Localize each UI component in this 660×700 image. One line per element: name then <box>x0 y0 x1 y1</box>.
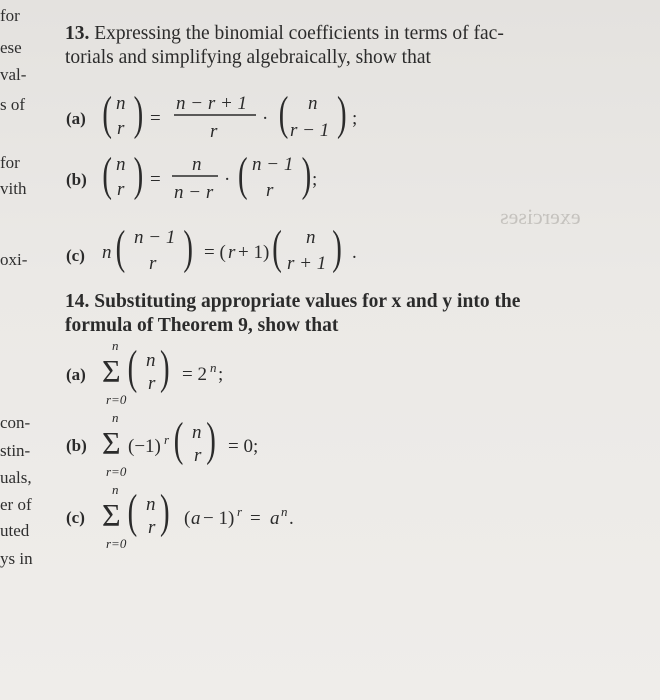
problem-14-header <box>65 290 520 314</box>
svg-text:a: a <box>191 508 201 529</box>
svg-text:n − r + 1: n − r + 1 <box>176 93 248 114</box>
textbook-page <box>60 0 660 700</box>
svg-text:+ 1): + 1) <box>238 242 270 263</box>
adjacent-page-column <box>0 0 48 700</box>
svg-text:n: n <box>146 494 156 515</box>
svg-text:n − r: n − r <box>174 182 214 203</box>
svg-text:·: · <box>224 169 231 190</box>
svg-text:n: n <box>112 482 119 497</box>
svg-text:r: r <box>210 121 218 142</box>
svg-text:(: ( <box>115 220 126 274</box>
svg-text:r − 1: r − 1 <box>290 120 330 141</box>
problem-number: 13. <box>65 23 90 44</box>
part-b-label: (b) <box>66 436 87 455</box>
fragment: uals, <box>0 468 32 487</box>
svg-text:n: n <box>102 242 112 263</box>
fragment: stin- <box>0 441 31 460</box>
svg-text:r: r <box>228 242 236 263</box>
svg-text:n: n <box>112 410 119 425</box>
fragment: vith <box>0 179 27 198</box>
svg-text:n: n <box>116 154 126 175</box>
problem-number: 14. <box>65 291 90 312</box>
svg-text:r: r <box>149 253 157 274</box>
svg-text:r=0: r=0 <box>106 536 127 551</box>
fragment: for <box>0 153 20 172</box>
svg-text:n: n <box>308 93 318 114</box>
svg-text:r: r <box>117 118 125 139</box>
svg-text:= 0;: = 0; <box>228 436 259 457</box>
svg-text:): ) <box>133 86 144 140</box>
fragment: er of <box>0 495 32 514</box>
svg-text:r: r <box>148 517 156 538</box>
svg-text:(: ( <box>127 340 138 394</box>
fragment: val- <box>0 65 27 84</box>
formula-13c <box>100 218 440 284</box>
part-a-label: (a) <box>66 109 86 128</box>
problem-text-line2: formula of Theorem 9, show that <box>65 315 339 336</box>
part-a-label: (a) <box>66 365 86 384</box>
svg-text:(: ( <box>184 508 191 529</box>
problem-13-header <box>65 22 504 46</box>
fragment: ys in <box>0 549 33 568</box>
svg-text:(: ( <box>102 86 112 140</box>
svg-text:.: . <box>352 242 357 263</box>
fragment: for <box>0 6 20 25</box>
svg-text:r + 1: r + 1 <box>287 253 327 274</box>
svg-text:): ) <box>183 220 193 274</box>
svg-text:= (: = ( <box>204 242 226 263</box>
svg-text:n: n <box>192 154 202 175</box>
svg-text:(: ( <box>173 412 184 466</box>
problem-text: Expressing the binomial coefficients in terms of fac- <box>94 23 504 44</box>
formula-14c <box>100 480 400 556</box>
formula-13b <box>100 145 440 211</box>
problem-text: Substituting appropriate values for x and y into the <box>94 291 521 312</box>
part-c-label: (c) <box>66 508 85 527</box>
svg-text:.: . <box>289 508 294 529</box>
svg-text:Σ: Σ <box>102 353 121 389</box>
svg-text:(: ( <box>272 220 282 274</box>
part-b-label: (b) <box>66 170 87 189</box>
problem-text-line2: torials and simplifying algebraically, show that <box>65 47 431 68</box>
fragment: s of <box>0 95 26 114</box>
svg-text:): ) <box>160 484 170 538</box>
svg-text:): ) <box>337 86 347 140</box>
svg-text:=: = <box>150 108 161 129</box>
svg-text:;: ; <box>312 169 318 190</box>
bleed-through-text: exercises <box>500 204 581 229</box>
fragment: oxi- <box>0 250 28 269</box>
svg-text:(: ( <box>127 484 138 538</box>
svg-text:n: n <box>192 422 202 443</box>
svg-text:(−1): (−1) <box>128 436 161 457</box>
svg-text:): ) <box>206 412 216 466</box>
svg-text:r=0: r=0 <box>106 464 127 479</box>
svg-text:r: r <box>117 179 125 200</box>
fragment: con- <box>0 413 31 432</box>
svg-text:n: n <box>116 93 126 114</box>
part-c-label: (c) <box>66 246 85 265</box>
svg-text:(: ( <box>238 147 248 201</box>
svg-text:r: r <box>237 504 243 519</box>
svg-text:= 2: = 2 <box>182 364 207 385</box>
fragment: uted <box>0 521 30 540</box>
svg-text:r: r <box>266 180 274 201</box>
svg-text:=: = <box>150 169 161 190</box>
svg-text:Σ: Σ <box>102 425 121 461</box>
svg-text:n: n <box>146 350 156 371</box>
svg-text:r: r <box>148 373 156 394</box>
svg-text:n − 1: n − 1 <box>252 154 294 175</box>
svg-text:;: ; <box>218 364 224 385</box>
svg-text:n: n <box>112 338 119 353</box>
fragment: ese <box>0 38 22 57</box>
svg-text:a: a <box>270 508 280 529</box>
svg-text:=: = <box>250 508 261 529</box>
formula-13a <box>100 84 440 150</box>
svg-text:;: ; <box>352 108 358 129</box>
svg-text:− 1): − 1) <box>203 508 235 529</box>
svg-text:): ) <box>160 340 170 394</box>
svg-text:n − 1: n − 1 <box>134 227 176 248</box>
svg-text:n: n <box>306 227 316 248</box>
svg-text:r: r <box>164 432 170 447</box>
svg-text:n: n <box>210 360 217 375</box>
svg-text:n: n <box>281 504 288 519</box>
svg-text:r=0: r=0 <box>106 392 127 407</box>
svg-text:·: · <box>262 108 269 129</box>
svg-text:Σ: Σ <box>102 497 121 533</box>
svg-text:): ) <box>133 147 144 201</box>
svg-text:r: r <box>194 445 202 466</box>
svg-text:(: ( <box>278 86 289 140</box>
svg-text:): ) <box>301 147 312 201</box>
svg-text:): ) <box>332 220 342 274</box>
formula-14b <box>100 408 400 484</box>
formula-14a <box>100 336 400 412</box>
svg-text:(: ( <box>102 147 112 201</box>
